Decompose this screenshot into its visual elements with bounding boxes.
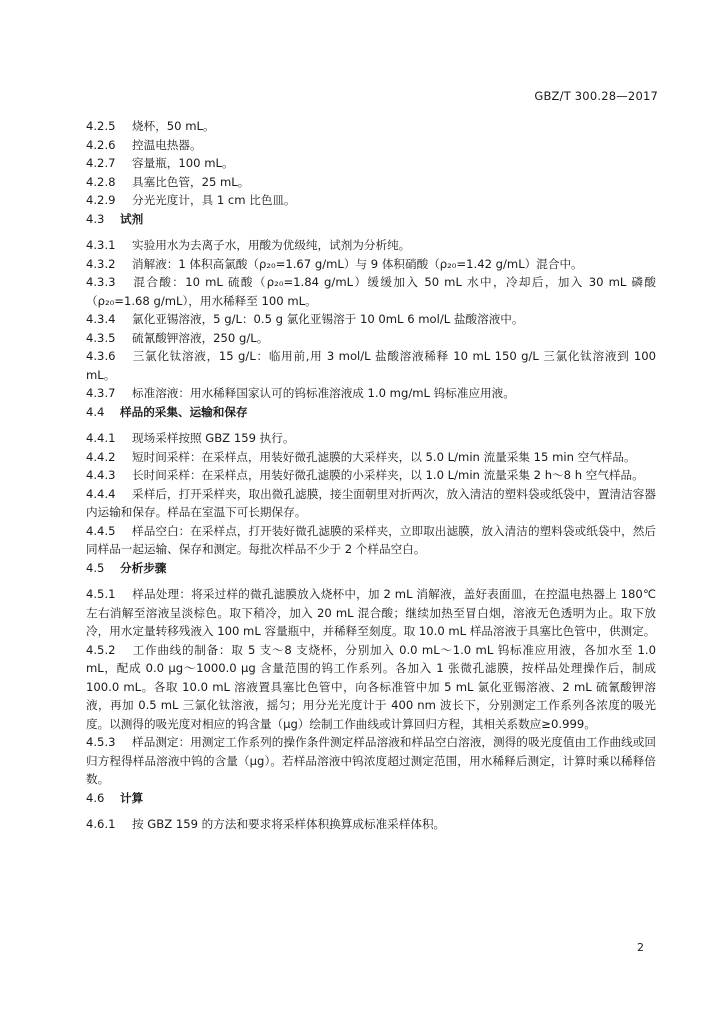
clause-4-2-9 [86, 191, 656, 210]
clause-4-4-3 [86, 466, 656, 485]
clause-text: 按 GBZ 159 的方法和要求将采样体积换算成标准采样体积。 [132, 817, 446, 831]
clause-number: 4.3.6 [86, 349, 116, 363]
clause-4-5-3 [86, 733, 656, 789]
clause-number: 4.4.2 [86, 449, 116, 464]
clause-4-4-5 [86, 522, 656, 559]
clause-text: 三氯化钛溶液，15 g/L：临用前,用 3 mol/L 盐酸溶液稀释 10 mL 150 g/L 三氯化钛溶液到 100 mL。 [86, 349, 656, 382]
clause-4-3-7 [86, 384, 656, 403]
clause-text: 分光光度计，具 1 cm 比色皿。 [132, 193, 296, 207]
clause-text: 采样后，打开采样夹，取出微孔滤膜，接尘面朝里对折两次，放入清洁的塑料袋或纸袋中，置清洁容器内运输和保存。样品在室温下可长期保存。 [86, 486, 656, 519]
clause-4-3-3 [86, 273, 656, 310]
clause-number: 4.6.1 [86, 817, 116, 831]
clause-text: 烧杯，50 mL。 [132, 119, 215, 133]
page-number: 2 [637, 941, 644, 954]
clause-4-5-1 [86, 585, 656, 641]
clause-number: 4.3.3 [86, 275, 116, 289]
clause-text: 长时间采样：在采样点，用装好微孔滤膜的小采样夹，以 1.0 L/min 流量采集 2 h～8 h 空气样品。 [132, 468, 644, 482]
clause-4-2-7 [86, 154, 656, 173]
section-number: 4.5 [86, 560, 105, 575]
clause-number: 4.3.5 [86, 330, 116, 345]
clause-number: 4.5.3 [86, 735, 116, 749]
clause-text: 现场采样按照 GBZ 159 执行。 [132, 431, 295, 445]
clause-text: 样品处理：将采过样的微孔滤膜放入烧杯中，加 2 mL 消解液，盖好表面皿，在控温电热器上 180℃左右消解至溶液呈淡棕色。取下稍冷，加入 20 mL 混合酸；继续加热至冒白烟，溶液无色透明为止。取下放冷，用水定量转移残液入 100 mL 容量瓶中，并稀释至刻度。取 10.0 mL 样品溶液于具塞比色管中，供测定。 [86, 587, 656, 638]
clause-number: 4.3.1 [86, 238, 116, 252]
clause-text: 具塞比色管，25 mL。 [132, 174, 250, 189]
section-heading-4-3 [86, 210, 656, 229]
clause-4-4-1 [86, 429, 656, 448]
clause-text: 控温电热器。 [132, 137, 202, 152]
clause-text: 容量瓶，100 mL。 [132, 156, 234, 170]
clause-text: 实验用水为去离子水，用酸为优级纯，试剂为分析纯。 [132, 238, 411, 252]
clause-4-6-1 [86, 815, 656, 834]
clause-text: 硫氰酸钾溶液，250 g/L。 [132, 330, 269, 345]
clause-4-3-1 [86, 236, 656, 255]
clause-text: 样品空白：在采样点，打开装好微孔滤膜的采样夹，立即取出滤膜，放入清洁的塑料袋或纸袋中，然后同样品一起运输、保存和测定。每批次样品不少于 2 个样品空白。 [86, 523, 656, 556]
section-title: 样品的采集、运输和保存 [120, 404, 248, 419]
clause-number: 4.2.9 [86, 193, 116, 207]
section-title: 分析步骤 [120, 560, 167, 575]
clause-number: 4.4.4 [86, 486, 116, 501]
section-title: 计算 [120, 790, 144, 805]
clause-4-3-2 [86, 255, 656, 274]
clause-4-4-2 [86, 448, 656, 467]
clause-number: 4.3.4 [86, 312, 116, 326]
standard-code: GBZ/T 300.28—2017 [534, 89, 658, 103]
clause-4-4-4 [86, 485, 656, 522]
clause-text: 氯化亚锡溶液，5 g/L：0.5 g 氯化亚锡溶于 10 0mL 6 mol/L 盐酸溶液中。 [132, 312, 524, 326]
clause-number: 4.4.3 [86, 468, 116, 482]
clause-number: 4.2.8 [86, 174, 116, 189]
clause-number: 4.3.7 [86, 386, 116, 400]
section-title: 试剂 [120, 211, 144, 226]
clause-4-2-8 [86, 173, 656, 192]
clause-4-3-5 [86, 329, 656, 348]
section-number: 4.4 [86, 404, 105, 419]
clause-number: 4.2.7 [86, 156, 116, 170]
clause-number: 4.4.5 [86, 523, 116, 538]
clause-4-3-4 [86, 310, 656, 329]
clause-text: 消解液：1 体积高氯酸（ρ₂₀=1.67 g/mL）与 9 体积硝酸（ρ₂₀=1.42 g/mL）混合中。 [132, 256, 583, 271]
clause-number: 4.3.2 [86, 256, 116, 271]
clause-text: 标准溶液：用水稀释国家认可的钨标准溶液成 1.0 mg/mL 钨标准应用液。 [132, 386, 515, 400]
document-body [86, 117, 656, 834]
section-heading-4-6 [86, 789, 656, 808]
clause-number: 4.5.2 [86, 642, 116, 657]
clause-4-2-6 [86, 136, 656, 155]
clause-number: 4.2.6 [86, 137, 116, 152]
section-number: 4.6 [86, 790, 105, 805]
section-heading-4-4 [86, 403, 656, 422]
clause-number: 4.4.1 [86, 431, 116, 445]
section-heading-4-5 [86, 559, 656, 578]
clause-number: 4.5.1 [86, 587, 116, 601]
clause-4-5-2 [86, 641, 656, 734]
clause-number: 4.2.5 [86, 119, 116, 133]
clause-text: 样品测定：用测定工作系列的操作条件测定样品溶液和样品空白溶液，测得的吸光度值由工作曲线或回归方程得样品溶液中钨的含量（μg）。若样品溶液中钨浓度超过测定范围，用水稀释后测定，计算时乘以稀释倍数。 [86, 735, 656, 786]
section-number: 4.3 [86, 211, 105, 226]
clause-text: 短时间采样：在采样点，用装好微孔滤膜的大采样夹，以 5.0 L/min 流量采集 15 min 空气样品。 [132, 449, 636, 464]
clause-4-3-6 [86, 347, 656, 384]
clause-4-2-5 [86, 117, 656, 136]
clause-text: 工作曲线的制备：取 5 支～8 支烧杯，分别加入 0.0 mL～1.0 mL 钨标准应用液，各加水至 1.0 mL，配成 0.0 μg～1000.0 μg 含量范围的钨工作系列。各加入 1 张微孔滤膜，按样品处理操作后，制成 100.0 mL。各取 10.0 mL 溶液置具塞比色管中，向各标准管中加 5 mL 氯化亚锡溶液、2 mL 硫氰酸钾溶液，再加 0.5 mL 三氯化钛溶液，摇匀；用分光光度计于 400 nm 波长下，分别测定工作系列各浓度的吸光度。以测得的吸光度对相应的钨含量（μg）绘制工作曲线或计算回归方程，其相关系数应≥0.999。 [86, 642, 656, 731]
clause-text: 混合酸：10 mL 硫酸（ρ₂₀=1.84 g/mL）缓缓加入 50 mL 水中，冷却后，加入 30 mL 磷酸（ρ₂₀=1.68 g/mL），用水稀释至 100 mL。 [86, 275, 656, 308]
